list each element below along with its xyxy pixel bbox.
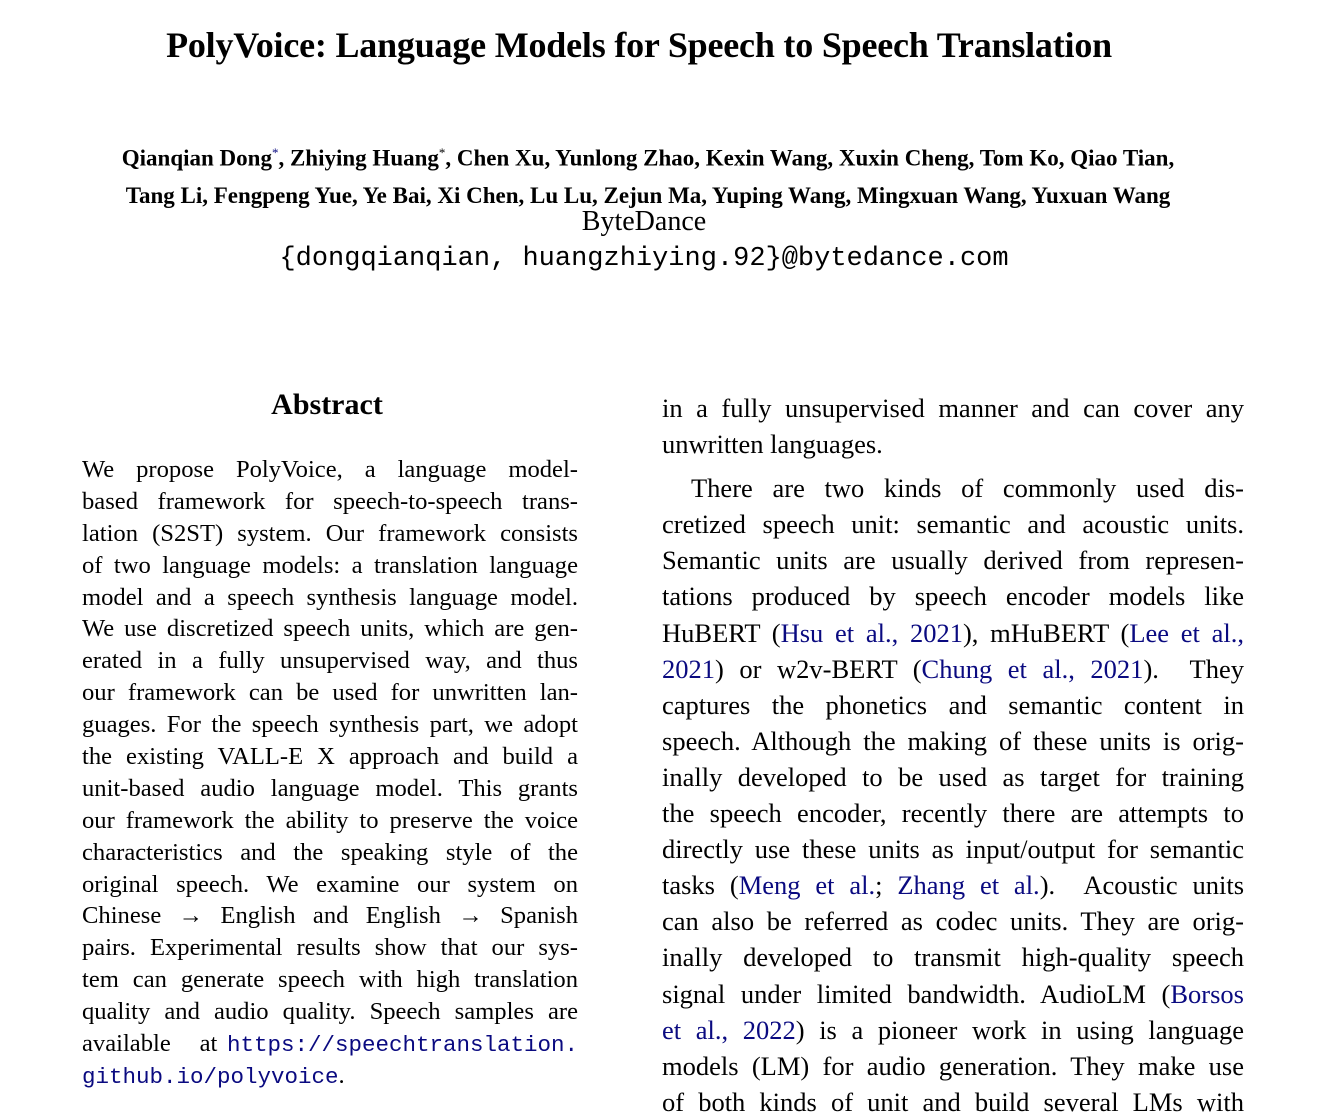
- citation-meng[interactable]: Meng et al.: [738, 870, 876, 901]
- author-huang: , Zhiying Huang: [278, 145, 439, 171]
- samples-url-link[interactable]: github.io/polyvoice: [82, 1063, 339, 1090]
- equal-contribution-mark[interactable]: *: [271, 145, 279, 160]
- author-line-2: Tang Li, Fengpeng Yue, Ye Bai, Xi Chen, Lu Lu, Zejun Ma, Yuping Wang, Mingxuan Wang, Yuxuan Wang: [125, 182, 1171, 208]
- abstract-line: erated in a fully unsupervised way, and thus: [82, 647, 578, 675]
- abstract-line: our framework can be used for unwritten lan-: [82, 679, 578, 707]
- body-line: inally developed to transmit high-quality speech: [662, 942, 1244, 973]
- author-dong: Qianqian Dong: [121, 145, 272, 171]
- abstract-line: Chinese → English and English → Spanish: [82, 902, 578, 930]
- abstract-line: lation (S2ST) system. Our framework consists: [82, 519, 578, 547]
- abstract-line: quality and audio quality. Speech samples are: [82, 998, 578, 1026]
- abstract-line: model and a speech synthesis language model.: [82, 583, 578, 611]
- body-line: the speech encoder, recently there are attempts to: [662, 798, 1244, 829]
- body-line: captures the phonetics and semantic content in: [662, 689, 1244, 720]
- citation-borsos-2022[interactable]: Borsos: [1170, 978, 1244, 1009]
- body-text: ). Acoustic units: [1039, 870, 1245, 901]
- author-line-1: [0, 134, 1296, 177]
- paragraph-gap: [662, 462, 1244, 470]
- citation-lee-2021[interactable]: 2021: [662, 653, 715, 684]
- body-line: directly use these units as input/output for semantic: [662, 834, 1244, 865]
- abstract-body: [82, 454, 578, 1092]
- body-line: [662, 651, 1244, 687]
- body-text: HuBERT (: [662, 617, 781, 648]
- abstract-line: characteristics and the speaking style of the: [82, 838, 578, 866]
- body-text: ) or w2v-BERT (: [715, 653, 922, 684]
- body-text: tasks (: [662, 870, 739, 901]
- contact-email: {dongqianqian, huangzhiying.92}@bytedance.com: [279, 244, 1009, 274]
- body-text: ) is a pioneer work in using language: [795, 1014, 1244, 1045]
- abstract-line: original speech. We examine our system on: [82, 870, 578, 898]
- abstract-available-at: available at: [82, 1030, 218, 1058]
- body-text: ). They: [1143, 653, 1244, 684]
- body-line: [662, 1012, 1244, 1048]
- body-line: models (LM) for audio generation. They make use: [662, 1050, 1244, 1081]
- affiliation: ByteDance: [581, 206, 707, 237]
- body-line: of both kinds of unit and build several LMs with: [662, 1086, 1244, 1117]
- authors-rest-line-1: , Chen Xu, Yunlong Zhao, Kexin Wang, Xuxin Cheng, Tom Ko, Qiao Tian,: [445, 145, 1175, 171]
- body-line: cretized speech unit: semantic and acoustic units.: [662, 509, 1244, 540]
- body-line: speech. Although the making of these units is orig-: [662, 725, 1244, 756]
- abstract-period: .: [338, 1061, 345, 1089]
- body-text: ), mHuBERT (: [962, 617, 1130, 648]
- abstract-line: tem can generate speech with high translation: [82, 966, 578, 994]
- body-line: [662, 615, 1244, 651]
- body-line: [662, 976, 1244, 1012]
- abstract-heading: Abstract: [271, 388, 383, 421]
- body-text: ;: [875, 870, 898, 901]
- body-line: Semantic units are usually derived from represen-: [662, 545, 1244, 576]
- abstract-line: based framework for speech-to-speech trans-: [82, 487, 578, 515]
- body-line: [662, 867, 1244, 903]
- right-column-text: [662, 390, 1244, 1120]
- paper-title: PolyVoice: Language Models for Speech to Speech Translation: [166, 25, 1112, 65]
- abstract-line: [82, 1028, 578, 1060]
- samples-url-link[interactable]: https://speechtranslation.: [226, 1032, 578, 1059]
- abstract-line: We propose PolyVoice, a language model-: [82, 456, 578, 483]
- body-line: tations produced by speech encoder models like: [662, 581, 1244, 612]
- body-line: inally developed to be used as target for training: [662, 761, 1244, 792]
- body-line: unwritten languages.: [662, 429, 883, 460]
- abstract-line: [82, 1060, 578, 1092]
- author-list: [0, 134, 1296, 214]
- body-line: in a fully unsupervised manner and can cover any: [662, 393, 1244, 423]
- abstract-line: of two language models: a translation language: [82, 551, 578, 579]
- citation-borsos-2022[interactable]: et al., 2022: [662, 1014, 796, 1045]
- citation-hsu-2021[interactable]: Hsu et al., 2021: [780, 617, 963, 648]
- citation-lee-2021[interactable]: Lee et al.,: [1129, 617, 1244, 648]
- body-text: signal under limited bandwidth. AudioLM (: [662, 978, 1171, 1009]
- citation-chung-2021[interactable]: Chung et al., 2021: [921, 653, 1144, 684]
- abstract-line: guages. For the speech synthesis part, we adopt: [82, 711, 578, 739]
- abstract-line: unit-based audio language model. This grants: [82, 774, 578, 802]
- body-line: There are two kinds of commonly used dis-: [691, 473, 1244, 504]
- equal-contribution-mark: *: [438, 145, 446, 160]
- abstract-line: the existing VALL-E X approach and build a: [82, 743, 578, 771]
- abstract-line: We use discretized speech units, which are gen-: [82, 615, 578, 643]
- body-line: can also be referred as codec units. They are orig-: [662, 906, 1244, 937]
- abstract-line: our framework the ability to preserve the voice: [82, 806, 578, 834]
- abstract-line: pairs. Experimental results show that our sys-: [82, 934, 578, 962]
- citation-zhang[interactable]: Zhang et al.: [897, 870, 1040, 901]
